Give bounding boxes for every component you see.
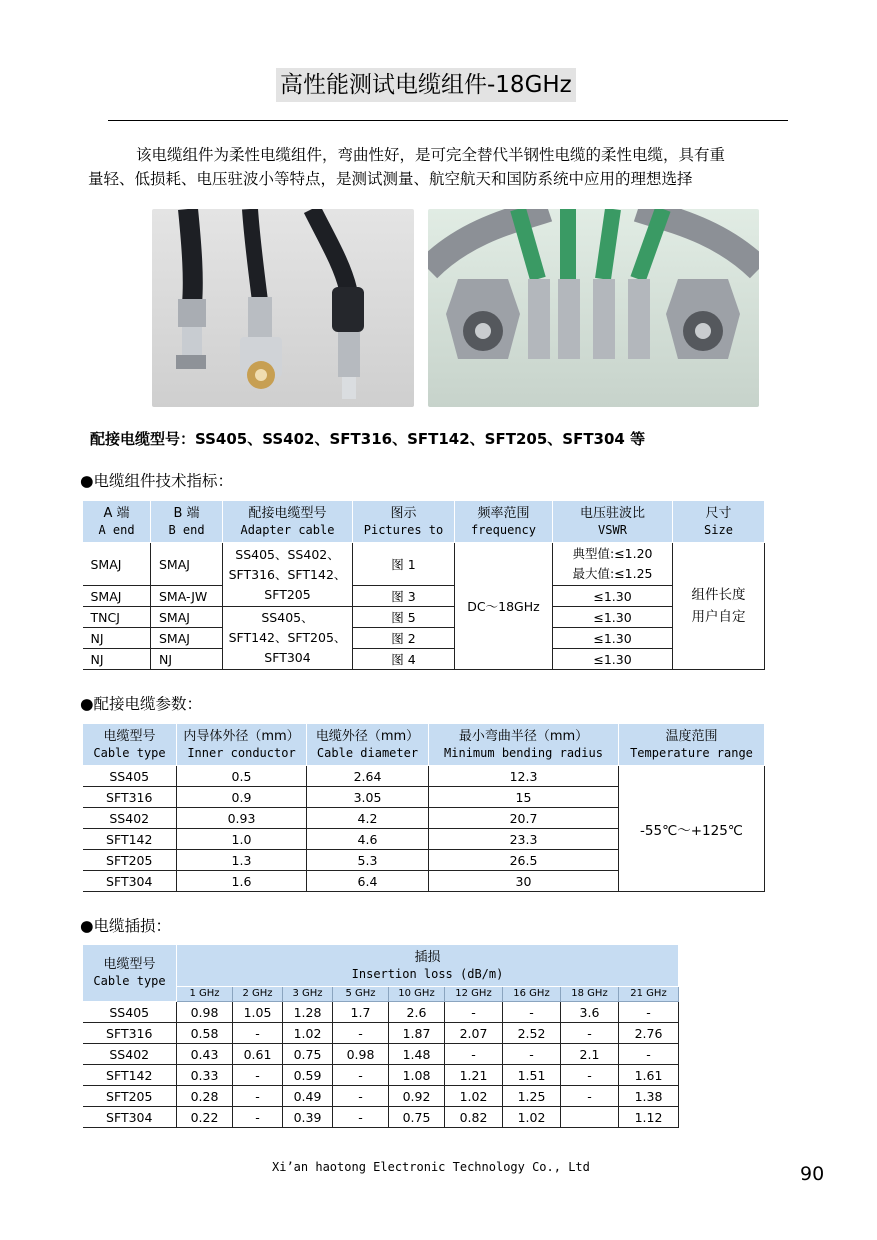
insertion-loss-table [82, 944, 679, 1128]
adapter-cable-group-1: SS405、SS402、 SFT316、SFT142、 SFT205 [223, 543, 353, 607]
loss-value-cell: - [503, 1044, 561, 1065]
loss-value-cell: 3.6 [561, 1002, 619, 1023]
table-row [83, 543, 765, 586]
cable-type-cell: SFT142 [83, 829, 177, 850]
cable-type-cell: SFT316 [83, 787, 177, 808]
product-photo-black-cables [152, 209, 414, 407]
table-row [83, 1002, 679, 1023]
vswr-cell: ≤1.30 [553, 586, 673, 607]
freq-header: 16 GHz [503, 987, 561, 1002]
bending-radius-cell: 15 [429, 787, 619, 808]
cable-params-table [82, 723, 765, 892]
black-cable-assemblies-image [152, 209, 414, 407]
cable-type-cell: SFT142 [83, 1065, 177, 1086]
loss-value-cell [561, 1107, 619, 1128]
freq-header: 1 GHz [177, 987, 233, 1002]
freq-header: 10 GHz [389, 987, 445, 1002]
col-header-b-end: B 端 B end [151, 501, 223, 543]
table-row [83, 1065, 679, 1086]
freq-header: 5 GHz [333, 987, 389, 1002]
inner-conductor-cell: 1.3 [177, 850, 307, 871]
loss-value-cell: 0.98 [333, 1044, 389, 1065]
col-header-cable-type: 电缆型号 Cable type [83, 724, 177, 766]
freq-header: 3 GHz [283, 987, 333, 1002]
assembly-spec-table [82, 500, 765, 670]
vswr-cell: 典型值:≤1.20 最大值:≤1.25 [553, 543, 673, 586]
loss-value-cell: 0.82 [445, 1107, 503, 1128]
loss-value-cell: 1.48 [389, 1044, 445, 1065]
picture-ref-cell: 图 2 [353, 628, 455, 649]
green-cable-assemblies-image [428, 209, 759, 407]
loss-value-cell: 1.61 [619, 1065, 679, 1086]
col-header-inner-conductor: 内导体外径（mm） Inner conductor [177, 724, 307, 766]
cable-type-cell: SFT316 [83, 1023, 177, 1044]
table-row [83, 628, 765, 649]
loss-value-cell: 1.02 [445, 1086, 503, 1107]
loss-value-cell: 0.59 [283, 1065, 333, 1086]
picture-ref-cell: 图 1 [353, 543, 455, 586]
loss-value-cell: - [445, 1002, 503, 1023]
inner-conductor-cell: 1.0 [177, 829, 307, 850]
loss-value-cell: 0.22 [177, 1107, 233, 1128]
adapter-cable-group-2: SS405、 SFT142、SFT205、 SFT304 [223, 607, 353, 670]
table-row [83, 1044, 679, 1065]
cable-type-cell: SFT304 [83, 1107, 177, 1128]
cable-diameter-cell: 5.3 [307, 850, 429, 871]
cable-type-cell: SS405 [83, 1002, 177, 1023]
loss-value-cell: 0.33 [177, 1065, 233, 1086]
loss-value-cell: - [333, 1086, 389, 1107]
loss-value-cell: - [233, 1023, 283, 1044]
cable-type-cell: SFT205 [83, 850, 177, 871]
footer-company: Xi’an haotong Electronic Technology Co., Ltd [272, 1160, 590, 1174]
loss-value-cell: 0.58 [177, 1023, 233, 1044]
col-header-cable-diameter: 电缆外径（mm） Cable diameter [307, 724, 429, 766]
picture-ref-cell: 图 4 [353, 649, 455, 670]
product-photo-green-cables [428, 209, 759, 407]
loss-value-cell: - [233, 1107, 283, 1128]
bending-radius-cell: 12.3 [429, 766, 619, 787]
page-title: 高性能测试电缆组件-18GHz [276, 68, 576, 102]
col-header-vswr: 电压驻波比 VSWR [553, 501, 673, 543]
loss-value-cell: 1.51 [503, 1065, 561, 1086]
loss-value-cell: 0.39 [283, 1107, 333, 1128]
loss-value-cell: 1.02 [283, 1023, 333, 1044]
loss-value-cell: - [333, 1107, 389, 1128]
loss-value-cell: - [561, 1086, 619, 1107]
size-cell: 组件长度 用户自定 [673, 543, 765, 670]
loss-value-cell: 0.92 [389, 1086, 445, 1107]
loss-value-cell: - [233, 1086, 283, 1107]
loss-value-cell: 2.76 [619, 1023, 679, 1044]
loss-value-cell: 1.28 [283, 1002, 333, 1023]
loss-value-cell: 2.07 [445, 1023, 503, 1044]
cable-type-cell: SS405 [83, 766, 177, 787]
a-end-cell: TNCJ [83, 607, 151, 628]
b-end-cell: SMAJ [151, 543, 223, 586]
section-heading-insertion-loss: ●电缆插损： [80, 917, 172, 935]
loss-value-cell: 1.21 [445, 1065, 503, 1086]
inner-conductor-cell: 0.93 [177, 808, 307, 829]
vswr-cell: ≤1.30 [553, 607, 673, 628]
loss-value-cell: 1.38 [619, 1086, 679, 1107]
page-number: 90 [800, 1163, 825, 1185]
cable-type-cell: SS402 [83, 808, 177, 829]
bending-radius-cell: 20.7 [429, 808, 619, 829]
loss-value-cell: 1.25 [503, 1086, 561, 1107]
cable-type-cell: SS402 [83, 1044, 177, 1065]
freq-header: 12 GHz [445, 987, 503, 1002]
a-end-cell: NJ [83, 649, 151, 670]
b-end-cell: SMAJ [151, 607, 223, 628]
col-header-insertion-loss: 插损 Insertion loss (dB/m) [177, 945, 679, 987]
table-row [83, 766, 765, 787]
loss-value-cell: - [333, 1023, 389, 1044]
loss-value-cell: - [619, 1044, 679, 1065]
cable-diameter-cell: 4.2 [307, 808, 429, 829]
loss-value-cell: 2.6 [389, 1002, 445, 1023]
loss-value-cell: 0.75 [389, 1107, 445, 1128]
col-header-a-end: A 端 A end [83, 501, 151, 543]
col-header-size: 尺寸 Size [673, 501, 765, 543]
vswr-cell: ≤1.30 [553, 628, 673, 649]
loss-value-cell: 0.61 [233, 1044, 283, 1065]
col-header-adapter-cable: 配接电缆型号 Adapter cable [223, 501, 353, 543]
loss-value-cell: 0.28 [177, 1086, 233, 1107]
freq-header: 18 GHz [561, 987, 619, 1002]
inner-conductor-cell: 1.6 [177, 871, 307, 892]
bending-radius-cell: 30 [429, 871, 619, 892]
loss-value-cell: - [233, 1065, 283, 1086]
cable-diameter-cell: 4.6 [307, 829, 429, 850]
intro-paragraph [88, 143, 823, 191]
cable-type-cell: SFT205 [83, 1086, 177, 1107]
loss-value-cell: 0.43 [177, 1044, 233, 1065]
vswr-cell: ≤1.30 [553, 649, 673, 670]
freq-header: 2 GHz [233, 987, 283, 1002]
table-row [83, 586, 765, 607]
loss-value-cell: 1.7 [333, 1002, 389, 1023]
inner-conductor-cell: 0.9 [177, 787, 307, 808]
loss-value-cell: 0.98 [177, 1002, 233, 1023]
table-row [83, 1107, 679, 1128]
table-row [83, 649, 765, 670]
col-header-cable-type: 电缆型号 Cable type [83, 945, 177, 1002]
cable-diameter-cell: 2.64 [307, 766, 429, 787]
a-end-cell: SMAJ [83, 586, 151, 607]
picture-ref-cell: 图 3 [353, 586, 455, 607]
loss-value-cell: - [445, 1044, 503, 1065]
inner-conductor-cell: 0.5 [177, 766, 307, 787]
loss-value-cell: - [561, 1065, 619, 1086]
section-heading-specs: ●电缆组件技术指标： [80, 472, 234, 490]
cable-diameter-cell: 6.4 [307, 871, 429, 892]
cable-diameter-cell: 3.05 [307, 787, 429, 808]
table-row [83, 1023, 679, 1044]
col-header-frequency: 频率范围 frequency [455, 501, 553, 543]
b-end-cell: SMAJ [151, 628, 223, 649]
loss-value-cell: 2.1 [561, 1044, 619, 1065]
b-end-cell: SMA-JW [151, 586, 223, 607]
a-end-cell: NJ [83, 628, 151, 649]
col-header-pictures: 图示 Pictures to [353, 501, 455, 543]
freq-header: 21 GHz [619, 987, 679, 1002]
compatible-cables-line: 配接电缆型号：SS405、SS402、SFT316、SFT142、SFT205、SFT304 等 [90, 430, 646, 448]
insertion-loss-rows [83, 1002, 679, 1128]
loss-value-cell: - [333, 1065, 389, 1086]
frequency-range-cell: DC～18GHz [455, 543, 553, 670]
intro-line-2: 量轻、低损耗、电压驻波小等特点，是测试测量、航空航天和国防系统中应用的理想选择 [88, 170, 693, 188]
loss-value-cell: 1.02 [503, 1107, 561, 1128]
col-header-bending-radius: 最小弯曲半径（mm） Minimum bending radius [429, 724, 619, 766]
loss-value-cell: 2.52 [503, 1023, 561, 1044]
table-row [83, 607, 765, 628]
loss-value-cell: - [619, 1002, 679, 1023]
picture-ref-cell: 图 5 [353, 607, 455, 628]
intro-line-1: 该电缆组件为柔性电缆组件，弯曲性好，是可完全替代半钢性电缆的柔性电缆，具有重 [136, 146, 726, 164]
a-end-cell: SMAJ [83, 543, 151, 586]
loss-value-cell: 1.87 [389, 1023, 445, 1044]
table-row [83, 1086, 679, 1107]
loss-value-cell: 1.08 [389, 1065, 445, 1086]
cable-type-cell: SFT304 [83, 871, 177, 892]
temperature-range-cell: -55℃～+125℃ [619, 766, 765, 892]
bending-radius-cell: 23.3 [429, 829, 619, 850]
loss-value-cell: - [503, 1002, 561, 1023]
section-heading-cable-params: ●配接电缆参数： [80, 695, 203, 713]
loss-value-cell: 1.12 [619, 1107, 679, 1128]
title-divider [108, 120, 788, 121]
loss-value-cell: 0.49 [283, 1086, 333, 1107]
col-header-temperature: 温度范围 Temperature range [619, 724, 765, 766]
loss-value-cell: 1.05 [233, 1002, 283, 1023]
loss-value-cell: - [561, 1023, 619, 1044]
bending-radius-cell: 26.5 [429, 850, 619, 871]
b-end-cell: NJ [151, 649, 223, 670]
loss-value-cell: 0.75 [283, 1044, 333, 1065]
